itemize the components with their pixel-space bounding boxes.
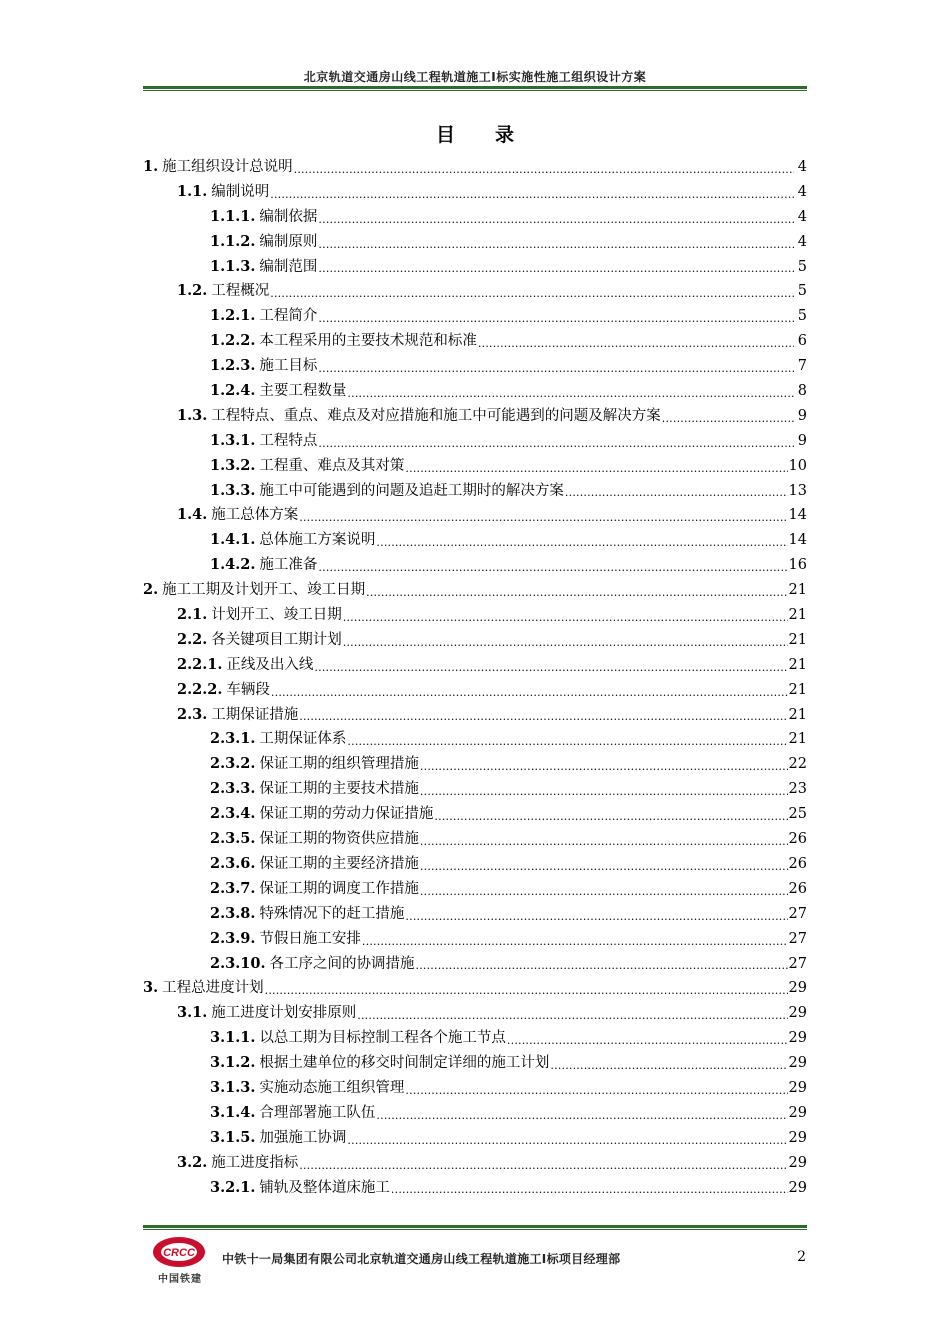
toc-dot-leader bbox=[270, 180, 794, 205]
toc-entry-number: 2.3.10. bbox=[210, 954, 266, 972]
toc-entry[interactable] bbox=[143, 479, 807, 504]
toc-entry-number: 3.1.1. bbox=[210, 1029, 256, 1047]
footer-rule-thin bbox=[143, 1229, 807, 1230]
toc-entry[interactable] bbox=[143, 553, 807, 578]
toc-entry[interactable] bbox=[143, 628, 807, 653]
toc-entry-title: 节假日施工安排 bbox=[259, 930, 361, 947]
toc-entry-page: 5 bbox=[797, 283, 807, 300]
toc-entry-title: 工程简介 bbox=[259, 308, 318, 325]
toc-dot-leader bbox=[299, 703, 787, 728]
toc-entry-number: 1.3.2. bbox=[210, 456, 256, 474]
toc-dot-leader bbox=[318, 304, 794, 329]
page-number: 2 bbox=[797, 1249, 806, 1265]
toc-entry-title: 各工序之间的协调措施 bbox=[269, 955, 415, 972]
toc-entry-number: 2.3.6. bbox=[210, 854, 256, 872]
toc-dot-leader bbox=[565, 479, 788, 504]
toc-dot-leader bbox=[405, 902, 787, 927]
toc-entry[interactable] bbox=[143, 777, 807, 802]
toc-entry[interactable] bbox=[143, 927, 807, 952]
toc-entry-number: 3.1.3. bbox=[210, 1078, 256, 1096]
toc-entry-number: 3.2.1. bbox=[210, 1178, 256, 1196]
toc-entry[interactable] bbox=[143, 404, 807, 429]
toc-dot-leader bbox=[318, 553, 787, 578]
toc-entry[interactable] bbox=[143, 902, 807, 927]
toc-entry-title: 工程特点、重点、难点及对应措施和施工中可能遇到的问题及解决方案 bbox=[211, 407, 661, 424]
toc-entry-title: 工期保证措施 bbox=[211, 706, 299, 723]
toc-entry-page: 7 bbox=[797, 358, 807, 375]
toc-entry-number: 1.4. bbox=[177, 506, 208, 524]
toc-dot-leader bbox=[318, 205, 794, 230]
toc-entry-number: 1.4.1. bbox=[210, 531, 256, 549]
toc-entry-title: 施工中可能遇到的问题及追赶工期时的解决方案 bbox=[259, 482, 564, 499]
toc-entry-title: 正线及出入线 bbox=[226, 656, 314, 673]
toc-entry[interactable] bbox=[143, 155, 807, 180]
toc-entry[interactable] bbox=[143, 279, 807, 304]
table-of-contents bbox=[143, 155, 807, 1200]
toc-entry-number: 1.2.4. bbox=[210, 382, 256, 400]
toc-entry[interactable] bbox=[143, 1076, 807, 1101]
toc-entry-title: 工期保证体系 bbox=[259, 731, 347, 748]
toc-entry[interactable] bbox=[143, 230, 807, 255]
toc-dot-leader bbox=[416, 952, 788, 977]
toc-entry[interactable] bbox=[143, 976, 807, 1001]
toc-entry-page: 9 bbox=[797, 432, 807, 449]
toc-entry[interactable] bbox=[143, 503, 807, 528]
header-rule-thin bbox=[143, 90, 807, 91]
toc-entry-page: 4 bbox=[797, 208, 807, 225]
toc-entry-title: 施工准备 bbox=[259, 557, 318, 574]
toc-entry-title: 工程重、难点及其对策 bbox=[259, 457, 405, 474]
toc-entry-page: 29 bbox=[788, 1079, 807, 1096]
toc-entry[interactable] bbox=[143, 1126, 807, 1151]
toc-dot-leader bbox=[318, 429, 794, 454]
toc-entry-number: 2.2.2. bbox=[177, 680, 223, 698]
toc-entry-page: 23 bbox=[788, 781, 807, 798]
toc-entry-title: 编制说明 bbox=[211, 183, 270, 200]
toc-entry-title: 主要工程数量 bbox=[259, 383, 347, 400]
toc-entry-number: 2.2.1. bbox=[177, 655, 223, 673]
toc-entry-number: 2.1. bbox=[177, 606, 208, 624]
toc-entry-number: 2.3.4. bbox=[210, 805, 256, 823]
toc-dot-leader bbox=[662, 404, 794, 429]
toc-entry[interactable] bbox=[143, 329, 807, 354]
footer-text: 中铁十一局集团有限公司北京轨道交通房山线工程轨道施工Ⅰ标项目经理部 bbox=[222, 1252, 621, 1266]
toc-entry-number: 1.3.1. bbox=[210, 431, 256, 449]
toc-entry-number: 1.3. bbox=[177, 406, 208, 424]
toc-dot-leader bbox=[550, 1051, 787, 1076]
toc-dot-leader bbox=[420, 877, 788, 902]
toc-entry-page: 29 bbox=[788, 1154, 807, 1171]
toc-entry-title: 工程特点 bbox=[259, 432, 318, 449]
toc-entry-title: 施工组织设计总说明 bbox=[162, 159, 293, 175]
toc-entry-page: 14 bbox=[788, 532, 807, 549]
toc-dot-leader bbox=[270, 279, 794, 304]
toc-entry[interactable] bbox=[143, 1176, 807, 1201]
toc-dot-leader bbox=[343, 603, 788, 628]
toc-entry-number: 1.1. bbox=[177, 182, 208, 200]
toc-entry[interactable] bbox=[143, 578, 807, 603]
toc-entry-title: 计划开工、竣工日期 bbox=[211, 607, 342, 624]
toc-entry[interactable] bbox=[143, 255, 807, 280]
toc-entry[interactable] bbox=[143, 703, 807, 728]
toc-entry-number: 1.3.3. bbox=[210, 481, 256, 499]
toc-entry-title: 施工目标 bbox=[259, 358, 318, 375]
crcc-logo-text: CRCC bbox=[163, 1247, 195, 1259]
toc-entry-title: 根据土建单位的移交时间制定详细的施工计划 bbox=[259, 1055, 550, 1072]
toc-dot-leader bbox=[314, 653, 787, 678]
toc-entry-title: 实施动态施工组织管理 bbox=[259, 1079, 405, 1096]
toc-entry-number: 3. bbox=[143, 979, 159, 997]
toc-dot-leader bbox=[507, 1026, 788, 1051]
toc-entry-number: 3.2. bbox=[177, 1153, 208, 1171]
toc-dot-leader bbox=[376, 528, 787, 553]
toc-dot-leader bbox=[376, 1101, 787, 1126]
toc-entry-page: 26 bbox=[788, 855, 807, 872]
toc-title: 目录 bbox=[435, 124, 554, 146]
logo-caption: 中国铁建 bbox=[158, 1274, 202, 1285]
toc-entry[interactable] bbox=[143, 827, 807, 852]
toc-entry[interactable] bbox=[143, 678, 807, 703]
toc-entry-number: 2.3.7. bbox=[210, 879, 256, 897]
toc-dot-leader bbox=[343, 628, 788, 653]
toc-entry-page: 27 bbox=[788, 905, 807, 922]
toc-entry[interactable] bbox=[143, 877, 807, 902]
toc-entry-title: 加强施工协调 bbox=[259, 1129, 347, 1146]
toc-dot-leader bbox=[318, 255, 794, 280]
toc-entry-page: 26 bbox=[788, 880, 807, 897]
toc-dot-leader bbox=[420, 827, 788, 852]
toc-dot-leader bbox=[420, 852, 788, 877]
toc-entry[interactable] bbox=[143, 727, 807, 752]
toc-entry-title: 车辆段 bbox=[226, 681, 270, 698]
toc-entry-number: 1.2. bbox=[177, 282, 208, 300]
toc-entry-title: 施工进度计划安排原则 bbox=[211, 1005, 357, 1022]
toc-dot-leader bbox=[366, 578, 787, 603]
toc-entry-number: 3.1.5. bbox=[210, 1128, 256, 1146]
toc-entry-number: 2.3.9. bbox=[210, 929, 256, 947]
toc-entry-page: 14 bbox=[788, 507, 807, 524]
toc-entry-number: 1.4.2. bbox=[210, 556, 256, 574]
toc-entry-page: 16 bbox=[788, 557, 807, 574]
toc-entry-title: 施工工期及计划开工、竣工日期 bbox=[162, 582, 366, 599]
toc-entry-number: 2.2. bbox=[177, 630, 208, 648]
toc-entry[interactable] bbox=[143, 1001, 807, 1026]
toc-entry-title: 工程概况 bbox=[211, 283, 270, 300]
toc-entry-number: 2. bbox=[143, 581, 159, 599]
toc-entry-title: 编制范围 bbox=[259, 258, 318, 275]
toc-entry-title: 特殊情况下的赶工措施 bbox=[259, 905, 405, 922]
toc-entry-title: 保证工期的物资供应措施 bbox=[259, 831, 419, 848]
toc-entry-title: 铺轨及整体道床施工 bbox=[259, 1179, 390, 1196]
toc-entry-title: 保证工期的主要技术措施 bbox=[259, 781, 419, 798]
toc-entry-page: 21 bbox=[788, 681, 807, 698]
toc-entry-title: 保证工期的组织管理措施 bbox=[259, 756, 419, 773]
toc-entry[interactable] bbox=[143, 1051, 807, 1076]
toc-dot-leader bbox=[362, 927, 788, 952]
toc-entry-title: 保证工期的主要经济措施 bbox=[259, 855, 419, 872]
toc-entry-title: 工程总进度计划 bbox=[162, 980, 264, 997]
toc-entry-page: 21 bbox=[788, 582, 807, 599]
toc-dot-leader bbox=[299, 503, 787, 528]
toc-entry-page: 21 bbox=[788, 607, 807, 624]
toc-dot-leader bbox=[405, 454, 787, 479]
toc-entry-page: 25 bbox=[788, 806, 807, 823]
toc-entry-page: 27 bbox=[788, 955, 807, 972]
toc-dot-leader bbox=[265, 976, 788, 1001]
toc-entry-page: 21 bbox=[788, 656, 807, 673]
toc-entry-number: 1.2.1. bbox=[210, 307, 256, 325]
toc-dot-leader bbox=[357, 1001, 787, 1026]
toc-entry-page: 22 bbox=[788, 756, 807, 773]
toc-entry[interactable] bbox=[143, 1101, 807, 1126]
toc-entry[interactable] bbox=[143, 802, 807, 827]
toc-entry[interactable] bbox=[143, 528, 807, 553]
toc-entry-page: 4 bbox=[797, 159, 807, 175]
toc-entry-number: 1.2.2. bbox=[210, 332, 256, 350]
toc-entry-title: 保证工期的劳动力保证措施 bbox=[259, 806, 434, 823]
toc-entry-number: 2.3.3. bbox=[210, 780, 256, 798]
toc-entry[interactable] bbox=[143, 952, 807, 977]
toc-entry[interactable] bbox=[143, 603, 807, 628]
toc-entry-page: 5 bbox=[797, 258, 807, 275]
header-rule-thick bbox=[143, 86, 807, 89]
running-header: 北京轨道交通房山线工程轨道施工Ⅰ标实施性施工组织设计方案 bbox=[303, 70, 647, 84]
toc-dot-leader bbox=[347, 1126, 787, 1151]
toc-entry-page: 8 bbox=[797, 383, 807, 400]
toc-dot-leader bbox=[391, 1176, 788, 1201]
toc-entry-number: 1.1.2. bbox=[210, 232, 256, 250]
toc-dot-leader bbox=[405, 1076, 787, 1101]
toc-entry-page: 21 bbox=[788, 731, 807, 748]
toc-entry-title: 各关键项目工期计划 bbox=[211, 631, 342, 648]
toc-entry-page: 29 bbox=[788, 980, 807, 997]
toc-entry-page: 26 bbox=[788, 831, 807, 848]
toc-entry-title: 编制原则 bbox=[259, 233, 318, 250]
toc-entry-page: 21 bbox=[788, 706, 807, 723]
toc-entry-title: 合理部署施工队伍 bbox=[259, 1104, 376, 1121]
toc-entry-page: 29 bbox=[788, 1179, 807, 1196]
toc-entry-number: 1. bbox=[143, 158, 159, 175]
toc-entry-number: 2.3.1. bbox=[210, 730, 256, 748]
toc-dot-leader bbox=[299, 1151, 787, 1176]
toc-dot-leader bbox=[318, 354, 794, 379]
toc-entry-page: 10 bbox=[788, 457, 807, 474]
toc-entry-title: 施工总体方案 bbox=[211, 507, 299, 524]
toc-entry[interactable] bbox=[143, 752, 807, 777]
toc-entry[interactable] bbox=[143, 454, 807, 479]
toc-entry-page: 29 bbox=[788, 1055, 807, 1072]
toc-dot-leader bbox=[420, 777, 788, 802]
toc-entry-page: 29 bbox=[788, 1030, 807, 1047]
toc-dot-leader bbox=[271, 678, 788, 703]
toc-entry-number: 1.2.3. bbox=[210, 357, 256, 375]
toc-entry-number: 2.3.5. bbox=[210, 830, 256, 848]
toc-entry[interactable] bbox=[143, 429, 807, 454]
toc-entry[interactable] bbox=[143, 379, 807, 404]
toc-dot-leader bbox=[347, 727, 787, 752]
toc-entry-page: 29 bbox=[788, 1129, 807, 1146]
toc-entry-title: 以总工期为目标控制工程各个施工节点 bbox=[259, 1030, 506, 1047]
toc-entry-title: 编制依据 bbox=[259, 208, 318, 225]
toc-entry-number: 3.1.4. bbox=[210, 1103, 256, 1121]
toc-entry[interactable] bbox=[143, 1026, 807, 1051]
toc-entry-page: 5 bbox=[797, 308, 807, 325]
toc-entry-number: 3.1.2. bbox=[210, 1054, 256, 1072]
toc-entry-page: 13 bbox=[788, 482, 807, 499]
toc-entry-number: 2.3.8. bbox=[210, 904, 256, 922]
toc-entry-title: 保证工期的调度工作措施 bbox=[259, 880, 419, 897]
toc-dot-leader bbox=[478, 329, 794, 354]
toc-entry-title: 本工程采用的主要技术规范和标准 bbox=[259, 333, 477, 350]
toc-entry[interactable] bbox=[143, 180, 807, 205]
toc-entry-number: 1.1.3. bbox=[210, 257, 256, 275]
toc-entry-page: 27 bbox=[788, 930, 807, 947]
toc-entry-title: 总体施工方案说明 bbox=[259, 532, 376, 549]
toc-entry-page: 9 bbox=[797, 407, 807, 424]
toc-entry[interactable] bbox=[143, 354, 807, 379]
toc-entry-title: 施工进度指标 bbox=[211, 1154, 299, 1171]
toc-dot-leader bbox=[294, 155, 794, 180]
toc-entry[interactable] bbox=[143, 205, 807, 230]
footer-rule-thick bbox=[143, 1225, 807, 1228]
toc-entry[interactable] bbox=[143, 1151, 807, 1176]
toc-dot-leader bbox=[420, 752, 788, 777]
toc-entry-page: 4 bbox=[797, 233, 807, 250]
toc-dot-leader bbox=[347, 379, 794, 404]
toc-entry-page: 21 bbox=[788, 631, 807, 648]
toc-entry-page: 6 bbox=[797, 333, 807, 350]
toc-dot-leader bbox=[318, 230, 794, 255]
toc-entry-number: 3.1. bbox=[177, 1004, 208, 1022]
toc-entry-number: 2.3. bbox=[177, 705, 208, 723]
toc-entry[interactable] bbox=[143, 653, 807, 678]
toc-entry-page: 29 bbox=[788, 1005, 807, 1022]
toc-entry-page: 29 bbox=[788, 1104, 807, 1121]
toc-entry-page: 4 bbox=[797, 183, 807, 200]
toc-entry-number: 2.3.2. bbox=[210, 755, 256, 773]
toc-dot-leader bbox=[434, 802, 787, 827]
toc-entry[interactable] bbox=[143, 304, 807, 329]
toc-entry-number: 1.1.1. bbox=[210, 207, 256, 225]
toc-entry[interactable] bbox=[143, 852, 807, 877]
